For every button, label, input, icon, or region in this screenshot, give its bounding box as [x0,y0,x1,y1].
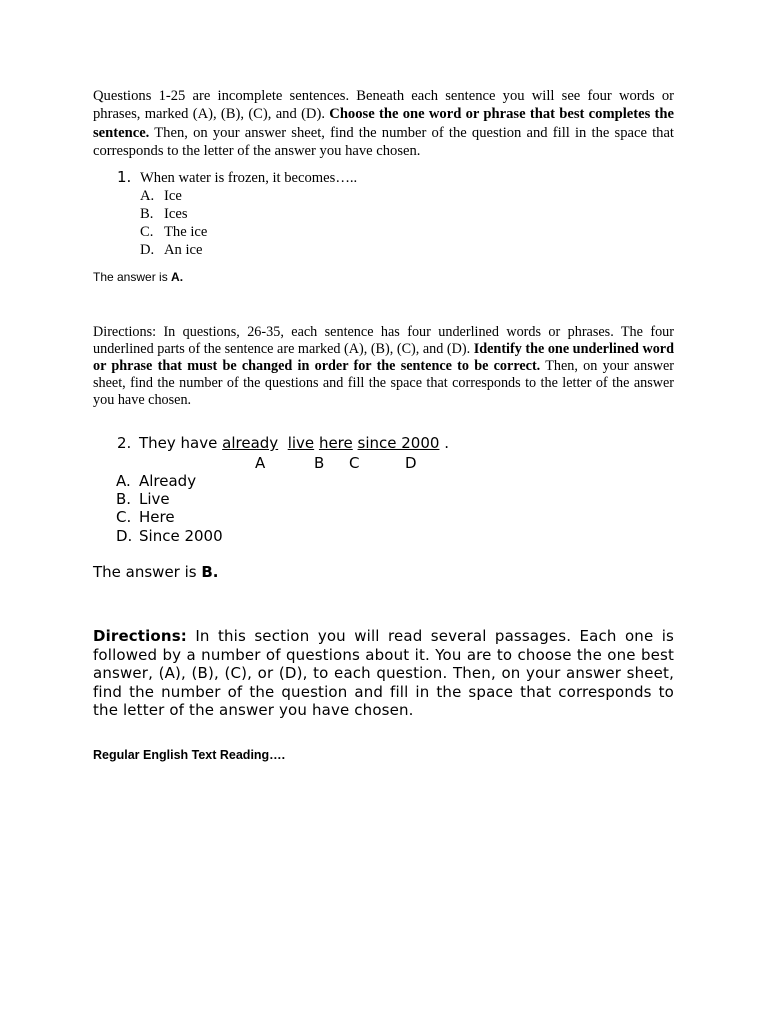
option-b [116,490,170,508]
option-letter: C. [116,508,132,526]
option-text: Live [139,490,170,508]
section2-instructions-text: Directions: In questions, 26-35, each sentence has four underlined words or phrases. The four underlined parts of the sentence are marked (A), (B), (C), and (D). [93,324,674,357]
option-c [116,508,175,526]
underlined-part-d: since 2000 [357,434,440,452]
question-number: 1. [117,168,132,186]
section3-directions [93,627,674,720]
question-sentence [139,434,449,452]
sentence-suffix: . [444,434,450,452]
option-letter: A. [140,188,155,204]
option-a [116,472,196,490]
section2-instructions-emphasis: Identify the one underlined word or phrase that must be changed in order for the sentence to be correct. [93,340,674,374]
reading-label: Regular English Text Reading…. [93,748,286,762]
underlined-part-a: already [222,434,279,452]
mark-b: B [314,454,325,472]
option-text: Ices [164,206,188,222]
section1-instructions-emphasis: Choose the one word or phrase that best completes the sentence. [93,106,675,141]
section2-instructions [93,324,674,409]
option-b [140,205,188,223]
option-d [140,241,203,259]
mark-c: C [349,454,360,472]
directions-label: Directions: [93,627,187,645]
answer-1 [93,270,183,284]
option-letter: B. [140,206,154,222]
option-text: Here [139,508,175,526]
question-2 [93,434,674,549]
option-letter: D. [140,242,155,258]
option-text: Already [139,472,197,490]
underlined-part-c: here [318,434,353,452]
option-d [116,527,223,545]
answer-value: A. [171,270,184,284]
option-c [140,223,207,241]
option-letter: A. [116,472,131,490]
section1-instructions-text: Questions 1-25 are incomplete sentences. Beneath each sentence you will see four words or phrases, marked (A), (B), (C), and (D). [93,88,674,123]
option-text: Ice [164,188,182,204]
option-a [140,187,182,205]
answer-value: B. [201,563,219,581]
mark-a: A [255,454,266,472]
option-letter: B. [116,490,132,508]
section2-instructions-text-end: Then, on your answer sheet, find the number of the questions and fill the space that corresponds to the letter of the answer you have chosen. [93,357,674,408]
option-text: Since 2000 [139,527,223,545]
sentence-prefix: They have [139,434,218,452]
option-letter: C. [140,224,154,240]
option-text: The ice [164,224,208,240]
question-1 [93,168,674,268]
answer-prefix: The answer is [93,563,197,581]
option-letter: D. [116,527,133,545]
directions-text: In this section you will read several passages. Each one is followed by a number of questions about it. You are to choose the one best answer, (A), (B), (C), or (D), to each question. Then, on your answer sheet, find the number of the question and fill in the space that corresponds to the letter of the answer you have chosen. [93,627,675,720]
mark-d: D [405,454,417,472]
answer-2 [93,563,219,581]
section1-instructions [93,87,674,161]
option-text: An ice [164,242,203,258]
question-text: When water is frozen, it becomes….. [140,170,358,186]
underlined-part-b: live [287,434,315,452]
question-number: 2. [117,434,132,452]
answer-prefix: The answer is [93,270,168,284]
section1-instructions-text-end: Then, on your answer sheet, find the number of the question and fill in the space that corresponds to the letter of the answer you have chosen. [93,124,674,160]
